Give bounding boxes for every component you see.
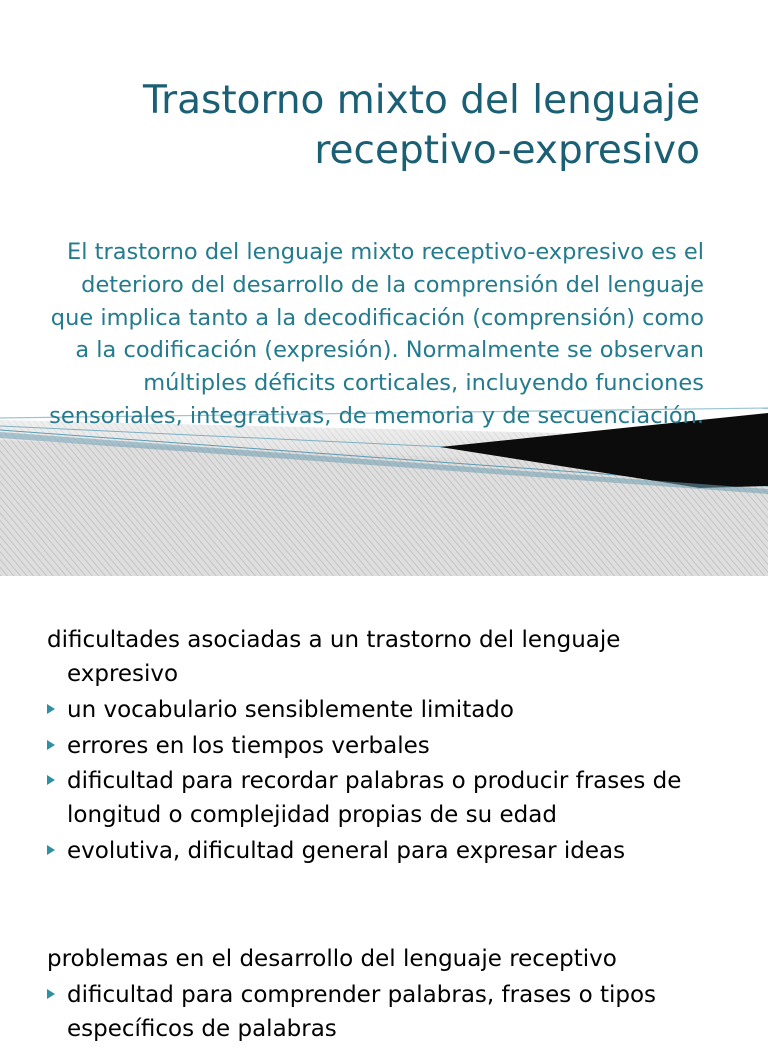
section-heading-receptive: problemas en el desarrollo del lenguaje receptivo <box>47 946 617 972</box>
list-item-text: un vocabulario sensiblemente limitado <box>67 697 514 723</box>
list-item-text: dificultad para comprender palabras, frases o tipos específicos de palabras <box>67 982 657 1042</box>
content-slide <box>0 576 768 1042</box>
receptive-problems-section <box>47 942 737 1048</box>
triangle-bullet-icon <box>47 845 55 855</box>
list-item-text: evolutiva, dificultad general para expresar ideas <box>67 837 626 864</box>
list-item-text: errores en los tiempos verbales <box>67 732 430 759</box>
list-item <box>47 978 737 1046</box>
list-item-text: dificultad para recordar palabras o producir frases de longitud o complejidad propias de su edad <box>67 768 682 828</box>
triangle-bullet-icon <box>47 704 55 714</box>
slide-description: El trastorno del lenguaje mixto receptivo-expresivo es el deterioro del desarrollo de la comprensión del lenguaje que implica tanto a la decodificación (comprensión) como a la codificación (expresión). Normalmente se observan múltiples déficits corticales, incluyendo funciones sensoriales, integrativas, de memoria y de secuenciación. <box>49 239 704 429</box>
section-heading-expressive: dificultades asociadas a un trastorno del lenguaje expresivo <box>47 627 621 687</box>
triangle-bullet-icon <box>47 740 55 750</box>
list-item <box>47 729 737 763</box>
expressive-difficulties-section <box>47 623 737 869</box>
triangle-bullet-icon <box>47 989 55 999</box>
triangle-bullet-icon <box>47 775 55 785</box>
list-item <box>47 764 737 832</box>
slide-title: Trastorno mixto del lenguaje receptivo-expresivo <box>142 78 700 173</box>
receptive-problems-list <box>47 978 737 1046</box>
list-item <box>47 693 737 727</box>
list-item <box>47 834 737 868</box>
expressive-difficulties-list <box>47 693 737 868</box>
